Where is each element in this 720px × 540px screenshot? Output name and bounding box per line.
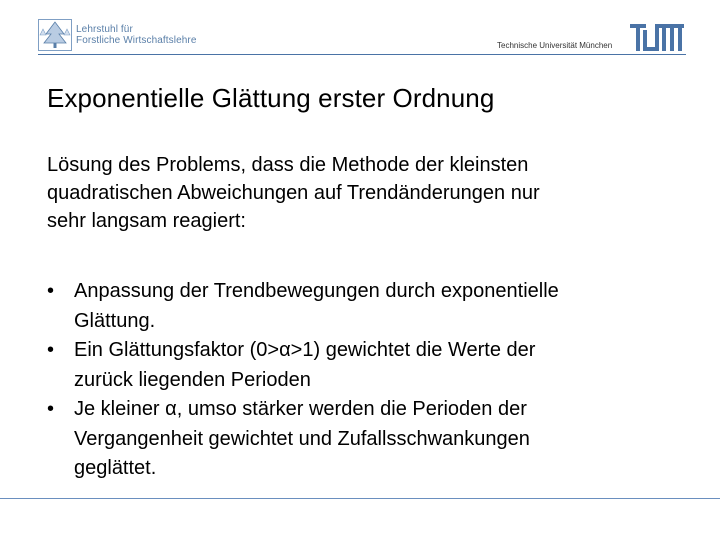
bullet-line: Glättung. bbox=[74, 309, 156, 332]
chair-name-line2: Forstliche Wirtschaftslehre bbox=[76, 35, 197, 46]
chair-logo bbox=[38, 18, 203, 52]
bullet-item bbox=[47, 277, 697, 336]
intro-line: Lösung des Problems, dass die Methode der kleinsten bbox=[47, 154, 529, 176]
footer-divider bbox=[0, 498, 720, 499]
chair-name-line1: Lehrstuhl für bbox=[76, 24, 133, 35]
intro-paragraph bbox=[47, 151, 687, 235]
bullet-line: Ein Glättungsfaktor (0>α>1) gewichtet die Werte der bbox=[74, 339, 536, 361]
tree-icon bbox=[38, 19, 72, 51]
bullet-item bbox=[47, 336, 697, 395]
intro-line: quadratischen Abweichungen auf Trendänderungen nur bbox=[47, 182, 540, 204]
bullet-icon: • bbox=[47, 339, 55, 361]
tum-logo bbox=[630, 24, 684, 51]
intro-line: sehr langsam reagiert: bbox=[47, 210, 246, 232]
bullet-icon: • bbox=[47, 398, 55, 420]
bullet-line: zurück liegenden Perioden bbox=[74, 368, 311, 391]
university-name: Technische Universität München bbox=[497, 41, 613, 50]
bullet-line: Je kleiner α, umso stärker werden die Perioden der bbox=[74, 398, 527, 420]
page-title: Exponentielle Glättung erster Ordnung bbox=[47, 83, 495, 113]
bullet-line: Vergangenheit gewichtet und Zufallsschwankungen bbox=[74, 427, 530, 450]
bullet-list bbox=[47, 277, 697, 484]
bullet-item bbox=[47, 395, 697, 484]
bullet-line: Anpassung der Trendbewegungen durch exponentielle bbox=[74, 280, 559, 302]
header-divider bbox=[38, 54, 686, 55]
bullet-line: geglättet. bbox=[74, 457, 157, 479]
bullet-icon: • bbox=[47, 280, 55, 302]
